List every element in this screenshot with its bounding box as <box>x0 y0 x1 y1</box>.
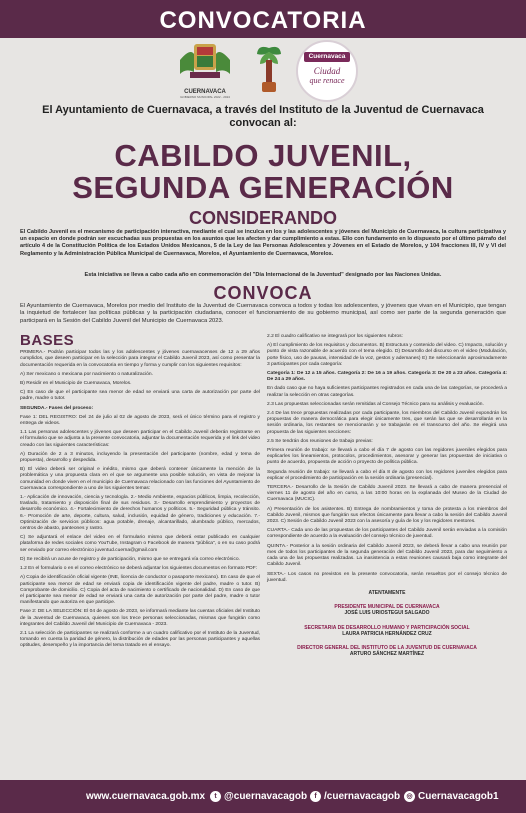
title-line-2: SEGUNDA GENERACIÓN <box>72 170 454 205</box>
rubros-list: A) El cumplimiento de los requisitos y documentos. B) Estructura y contenido del video. C) Impacto, solución y punto de vista razonable de acuerdo con el tema elegido. D) Desarrollo del discurso en el video (Modulación, porte físico, uso de pausas, intensidad de la voz, gestos y ademanes) E) Se seleccionarán aproximadamente 3 participantes por cada categoría: <box>267 343 507 367</box>
segunda-reunion: Segunda reunión de trabajo: se llevará a cabo el día 8 de agosto con los regidores juveniles elegidos para explicar el procedimiento de participación en la sesión ordinaria (presencial). <box>267 469 507 481</box>
municipal-shield-icon <box>170 42 240 84</box>
video-c: C) Se adjuntará el enlace del video en el formulario mismo que deberá estar publicado en cualquier plataforma de redes sociales como YouTube, Instagram o Facebook de manera "pública", o en su caso podrá ser enviado por correo electrónico juventud.cuerna@gmail.com <box>20 535 260 553</box>
brand-slogan-1: Ciudad <box>313 66 341 76</box>
convoca-text: El Ayuntamiento de Cuernavaca, Morelos por medio del Instituto de la Juventud de Cuernavaca convoca a todos y todas los adolescentes, y jóvenes que vivan en el Municipio, que tengan la inquietud de fortalecer las políticas públicas y la participación ciudadana, conocer el funcionamiento de su gobierno municipal, así como ser parte de la segunda generación que participará en la Sesión del Cabildo Juvenil del Municipio de Cuernavaca 2023. <box>20 303 506 324</box>
tree-glyph-icon <box>254 42 284 96</box>
municipal-sub: GOBIERNO MUNICIPAL 2022 - 2024 <box>180 95 230 99</box>
signature-1-role: PRESIDENTE MUNICIPAL DE CUERNAVACA <box>334 604 440 611</box>
bases-heading: BASES <box>20 332 75 349</box>
signature-3-name: ARTURO SÁNCHEZ MARTÍNEZ <box>349 651 425 658</box>
intro-heading: El Ayuntamiento de Cuernavaca, a través del Instituto de la Juventud de Cuernavaca convocan al: <box>42 104 484 129</box>
instagram-icon: ◎ <box>404 791 415 802</box>
municipal-label: CUERNAVACA <box>184 89 226 95</box>
brand-slogan-2: que renace <box>309 76 345 85</box>
footer-instagram[interactable] <box>404 791 499 802</box>
title-line-1: CABILDO JUVENIL, <box>114 138 412 173</box>
paragraph-1-2: 1.2 En el formulario o en el correo electrónico se deberá adjuntar los siguientes documentos en formato PDF: <box>20 566 258 572</box>
signature-3-role: DIRECTOR GENERAL DEL INSTITUTO DE LA JUVENTUD DE CUERNAVACA <box>297 644 477 651</box>
paragraph-2-2: 2.2 El cuadro calificativo se integrará por los siguientes rubros: <box>267 334 403 339</box>
requisito-a: A) Ser mexicano o mexicana por nacimiento o naturalización. <box>20 371 153 377</box>
footer-twitter-text: @cuernavacagob <box>224 791 308 803</box>
header-title: CONVOCATORIA <box>159 7 367 34</box>
tercera-text: TERCERA.- Desarrollo de la Sesión de Cabildo Juvenil 2023. Se llevará a cabo de manera presencial el viernes 11 de agosto del año en curso, a las 10:00 horas en la explanada del Museo de la Ciudad de Cuernavaca (MUCIC). <box>267 485 507 503</box>
primera-reunion: Primera reunión de trabajo: se llevará a cabo el día 7 de agosto con las regidores juveniles elegidos para explicarles los lineamientos, protocolos, procedimientos, asesorar y generar las propuestas de iniciativa o punto de acuerdo, propuesta de acción o proyecto de política pública. <box>267 448 507 466</box>
footer-twitter[interactable] <box>210 791 307 802</box>
primera-text: PRIMERA.- Podrán participar todos las y los adolescentes y jóvenes cuernavacenses de 12 a 29 años cumplidos, que deseen participar en la selección para integrar el Cabildo Juvenil 2023, así como presentar la documentación requerida en la convocatoria en tiempo y forma y cumplir con los siguientes requisitos: <box>20 350 260 368</box>
requisito-c: C) En caso de que el participante sea menor de edad se enviará una carta de autorización por parte del padre, madre o tutor. <box>20 390 260 402</box>
signature-2-role: SECRETARIA DE DESARROLLO HUMANO Y PARTICIPACIÓN SOCIAL <box>304 624 470 631</box>
cuernavaca-brand-logo <box>296 40 358 102</box>
fase2-text: Fase 2: DE LA SELECCIÓN: El 04 de agosto de 2023, se informará mediante las cuentas oficiales del Instituto de la Juventud de Cuernavaca, quienes son los trece personas seleccionadas, mismas que fungirán como integrantes del Cabildo Juvenil del Municipio de Cuernavaca - 2023. <box>20 609 260 627</box>
signature-1-name: JOSÉ LUIS URIOSTEGUI SALGADO <box>344 610 430 617</box>
signatures <box>267 590 507 657</box>
quinta-text: QUINTA.- Posterior a la sesión ordinaria del Cabildo Juvenil 2023, se deberá llevar a cabo una reunión por mes de todos los participantes de la segunda generación del Cabildo Juvenil 2023, para dar seguimiento a cada una de las propuestas realizadas. La inasistencia a estas reuniones causará baja como integrante del Cabildo Juvenil. <box>267 543 507 568</box>
considerando-text: El Cabildo Juvenil es el mecanismo de participación interactiva, mediante el cual se inculca en los y las adolescentes y jóvenes del Municipio de Cuernavaca, la cultura participativa y un espacio en donde podrán ser escuchadas sus propuestas en los asuntos que les afecten y dar cumplimiento a estas. Ello con fundamento en lo dispuesto por el último párrafo del artículo 4 de la Constitución Política de los Estados Unidos Mexicanos, 5 de la Ley de las Personas Adolescentes y Jóvenes en el Estado de Morelos, y 104 fracciones III, IV y VI del Reglamento y la Administración Pública Municipal de Cuernavaca, Morelos, el Ayuntamiento de Cuernavaca, Morelos. <box>20 229 506 257</box>
video-a: A) Duración de 2 a 3 minutos, incluyendo la presentación del participante (nombre, edad y tema de propuesta), desarrollo y despedida. <box>20 451 260 464</box>
cuarta-text: CUARTA.- Cada uno de las propuestas de los participantes del Cabildo Juvenil serán enviadas a la comisión correspondiente de acuerdo a la evaluación del consejo técnico de juventud. <box>267 528 507 540</box>
logo-row <box>0 38 526 98</box>
video-d: D) Se recibirá un acuse de registro y de participación, mismo que se entregará vía correo electrónico. <box>20 556 240 562</box>
considerando-note: Esta iniciativa se lleva a cabo cada año en conmemoración del "Día Internacional de la Juventud" designado por las Naciones Unidas. <box>84 272 442 278</box>
paragraph-2-4: 2.4 De las trece propuestas realizadas por cada participante, los miembros del Cabildo Juvenil expondrán los propuestas de manera democrática para elegir únicamente tres, que serán las que se desarrollarán en la sesión ordinaria, los restantes se mencionarán y se trabajarán en el transcurso del año. Se elegirá una propuesta de las siguientes secciones: <box>267 411 507 435</box>
paragraph-2-3: 2.3 Las propuestas seleccionadas serán remitidas al Consejo Técnico para su análisis y evaluación. <box>267 401 484 407</box>
footer-band <box>0 780 526 813</box>
considerando-heading: CONSIDERANDO <box>188 208 337 228</box>
brand-badge: Cuernavaca <box>304 52 350 62</box>
twitter-icon: t <box>210 791 221 802</box>
footer-facebook-text: /cuernavacagob <box>324 791 401 803</box>
paragraph-2-1: 2.1 La selección de participantes se realizará conforme a un cuadro calificativo por el Instituto de la Juventud, tomando en cuenta la paridad de género, la distribución de edades por las personas participantes y aquellas optitudes, desempeño y la importancia del tema tratado en el ensayo. <box>20 630 260 649</box>
bases-left-column <box>20 334 260 653</box>
paragraph-1-1: 1.1 Las personas adolescentes y jóvenes que deseen participar en el Cabildo Juvenil deberán registrarse en el formulario que se adjunta a la presente convocatoria, adjuntar la documentación requerida y el link del video creado con las siguientes características: <box>20 430 260 448</box>
sexta-text: SEXTA.- Los casos no previstos en la presente convocatoria, serán resueltos por el consejo técnico de juventud. <box>267 571 507 583</box>
signature-2-name: LAURA PATRICIA HERNÁNDEZ CRUZ <box>342 630 432 637</box>
atentamente-label: ATENTAMENTE <box>368 589 406 596</box>
footer-instagram-text: Cuernavacagob1 <box>418 791 499 803</box>
facebook-icon: f <box>310 791 321 802</box>
categorias-list: Categoría 1: De 12 a 15 años. Categoría 2: De 16 a 19 años. Categoría 3: De 20 a 23 años. Categoría 4: De 24 a 29 años. <box>267 371 507 383</box>
segunda-text: SEGUNDA.- Fases del proceso: <box>20 405 94 411</box>
documentos-list: A) Copia de identificación oficial vigente (INE, licencia de conductor o pasaporte mexicano). En caso de que el participante sea menor de edad se enviará copia de identificación vigente del padre, madre o tutor. B) Comprobante de domicilio. C) Copia del acta de nacimiento o certificado de nacionalidad. D) En caso de que el participante sea menor de edad se enviará una carta de autorización por parte del padre, madre o tutor manifestando que autoriza en que participe. <box>20 575 260 606</box>
temas-list: 1.- Aplicación de innovación, ciencia y tecnología. 2.- Medio Ambiente, espacios públicos, limpia, recolección, traslado, tratamiento y disposición final de sus residuos. 3.- Desarrollo emprendimiento y proyectos de desarrollo económico. 4.- Fortalecimiento de derechos humanos y políticos. 5.- Seguridad pública y tránsito. 6.- Promoción de arte, deporte, cultura, salud, inclusión, equidad de género, tradiciones y educación. 7.- Optimización de servicios públicos: agua potable, drenaje, alcantarillado, alumbrado público, mercados, centros de abasto, panteones y rastro. <box>20 495 260 532</box>
footer-web[interactable] <box>86 791 205 802</box>
bases-right-column <box>267 334 507 657</box>
tlahuica-glyph-logo <box>254 42 284 96</box>
convoca-heading: CONVOCA <box>213 283 313 303</box>
fase1-text: Fase 1: DEL REGISTRO: Del 24 de julio al 02 de agosto de 2023, será el único término para el registro y entrega de videos. <box>20 414 260 427</box>
footer-web-text: www.cuernavaca.gob.mx <box>86 791 206 802</box>
desarrollo-list: A) Presentación de los asistentes. B) Entrega de nombramientos y toma de protesta a los miembros del Cabildo Juvenil, mismos que fungirán sus efectos únicamente para llevar a cabo la sesión del Cabildo Juvenil 2023. C) Sesión de Cabildo Juvenil 2023 con la asesoría y guía de los y los regidores mentores. <box>267 506 507 525</box>
paragraph-2-5: 2.5 Se tendrán dos reuniones de trabajo previas: <box>267 438 373 444</box>
municipal-logo <box>170 42 240 99</box>
footer-facebook[interactable] <box>310 791 400 802</box>
video-b: B) El video deberá ser original e inédito, mismo que deberá contener únicamente la mención de la problemática y una propuesta clara en el que se argumente una posible solución, en vista de mejorar la comunidad en donde viven en el municipio de Cuernavaca relacionado con las funciones del Ayuntamiento de Cuernavaca correspondiente a uno de los siguientes temas: <box>20 467 260 491</box>
requisito-b: B) Residir en el Municipio de Cuernavaca, Morelos. <box>20 381 132 387</box>
header-band <box>0 0 526 38</box>
empate-text: En dado caso que no haya suficientes participantes registrados en cada una de las categorías, se procederá a realizar la selección en otras categorías. <box>267 386 507 398</box>
